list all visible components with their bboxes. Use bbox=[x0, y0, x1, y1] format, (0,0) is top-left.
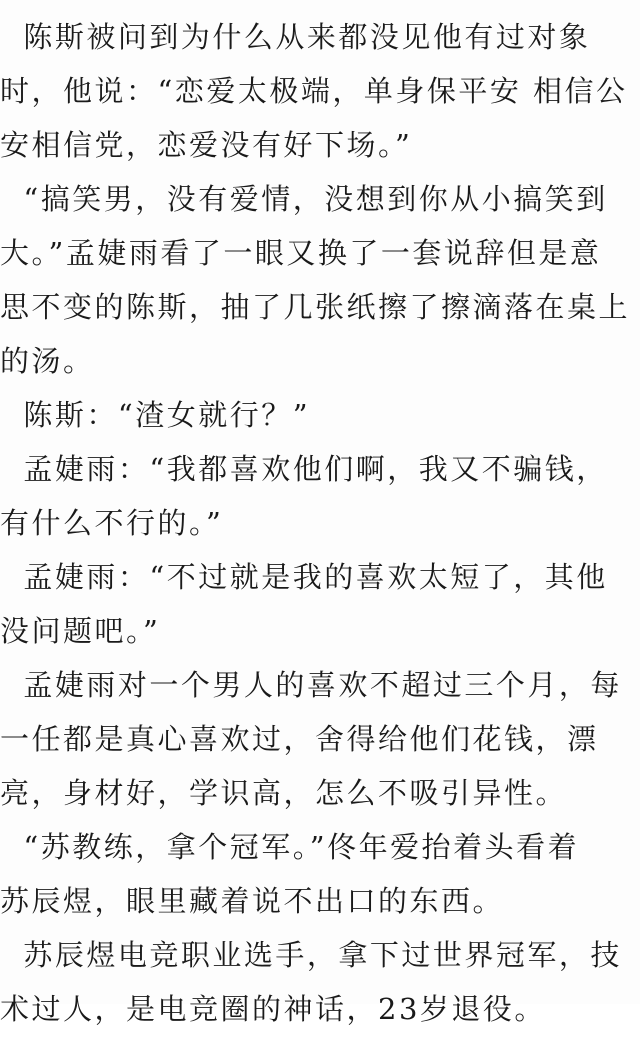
text-line: “搞笑男，没有爱情，没想到你从小搞笑到 bbox=[0, 182, 608, 216]
text-line: 安相信党，恋爱没有好下场。” bbox=[0, 128, 413, 162]
text-line: 没问题吧。” bbox=[0, 614, 161, 648]
text-line: 苏辰煜，眼里藏着说不出口的东西。 bbox=[0, 884, 505, 918]
text-line: 一任都是真心喜欢过，舍得给他们花钱，漂 bbox=[0, 722, 599, 756]
text-line: 术过人，是电竞圈的神话，23岁退役。 bbox=[0, 992, 546, 1026]
text-line: 陈斯被问到为什么从来都没见他有过对象 bbox=[0, 20, 591, 54]
text-line: 有什么不行的。” bbox=[0, 506, 224, 540]
text-line: 时，他说：“恋爱太极端，单身保平安 相信公 bbox=[0, 74, 628, 108]
text-line: 孟婕雨对一个男人的喜欢不超过三个月，每 bbox=[0, 668, 622, 702]
text-line: 苏辰煜电竞职业选手，拿下过世界冠军，技 bbox=[0, 938, 622, 972]
text-line: 的汤。 bbox=[0, 344, 95, 378]
text-line: 陈斯：“渣女就行？” bbox=[0, 398, 311, 432]
text-line: 孟婕雨：“我都喜欢他们啊，我又不骗钱， bbox=[0, 452, 608, 486]
text-line: 思不变的陈斯，抽了几张纸擦了擦滴落在桌上 bbox=[0, 290, 631, 324]
text-line: 亮，身材好，学识高，怎么不吸引异性。 bbox=[0, 776, 568, 810]
text-line: 孟婕雨：“不过就是我的喜欢太短了，其他 bbox=[0, 560, 608, 594]
text-line: “苏教练，拿个冠军。”佟年爱抬着头看着 bbox=[0, 830, 580, 864]
text-line: 大。”孟婕雨看了一眼又换了一套说辞但是意 bbox=[0, 236, 602, 270]
